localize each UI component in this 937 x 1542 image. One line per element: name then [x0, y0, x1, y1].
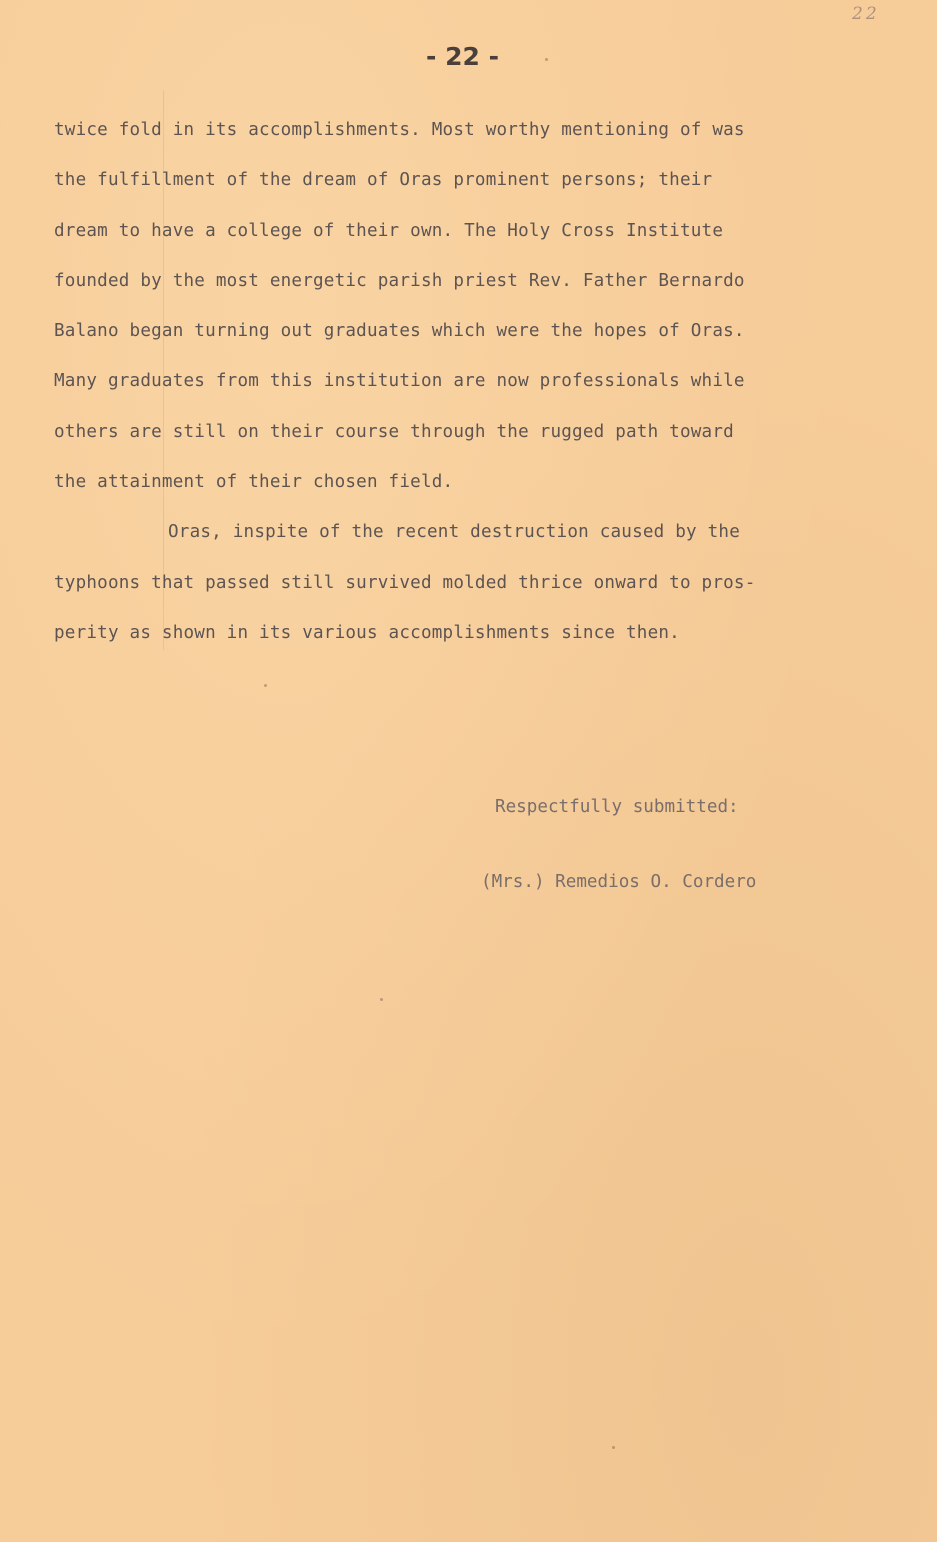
text-line: typhoons that passed still survived molded thrice onward to pros-: [54, 572, 756, 593]
text-line: others are still on their course through the rugged path toward: [54, 421, 734, 442]
text-line: perity as shown in its various accomplishments since then.: [54, 622, 680, 643]
paper-speck: [545, 58, 548, 61]
body-text: [54, 113, 904, 666]
text-line: the fulfillment of the dream of Oras prominent persons; their: [54, 170, 713, 191]
page-number-text: - 22 -: [426, 42, 499, 71]
signer-name: (Mrs.) Remedios O. Cordero: [481, 872, 757, 892]
text-line: the attainment of their chosen field.: [54, 472, 454, 493]
text-line: Oras, inspite of the recent destruction caused by the: [168, 522, 740, 543]
text-line: twice fold in its accomplishments. Most worthy mentioning of was: [54, 120, 745, 140]
paper-speck: [380, 998, 383, 1001]
text-line: Many graduates from this institution are now professionals while: [54, 371, 745, 392]
paper-speck: [612, 1446, 615, 1449]
text-line: Balano began turning out graduates which were the hopes of Oras.: [54, 321, 745, 342]
handwritten-page-mark: 22: [852, 4, 880, 24]
text-line: founded by the most energetic parish priest Rev. Father Bernardo: [54, 270, 745, 291]
page-number: [0, 42, 937, 71]
closing-phrase: Respectfully submitted:: [495, 797, 739, 817]
text-line: dream to have a college of their own. The Holy Cross Institute: [54, 220, 724, 241]
paper-speck: [264, 684, 267, 687]
